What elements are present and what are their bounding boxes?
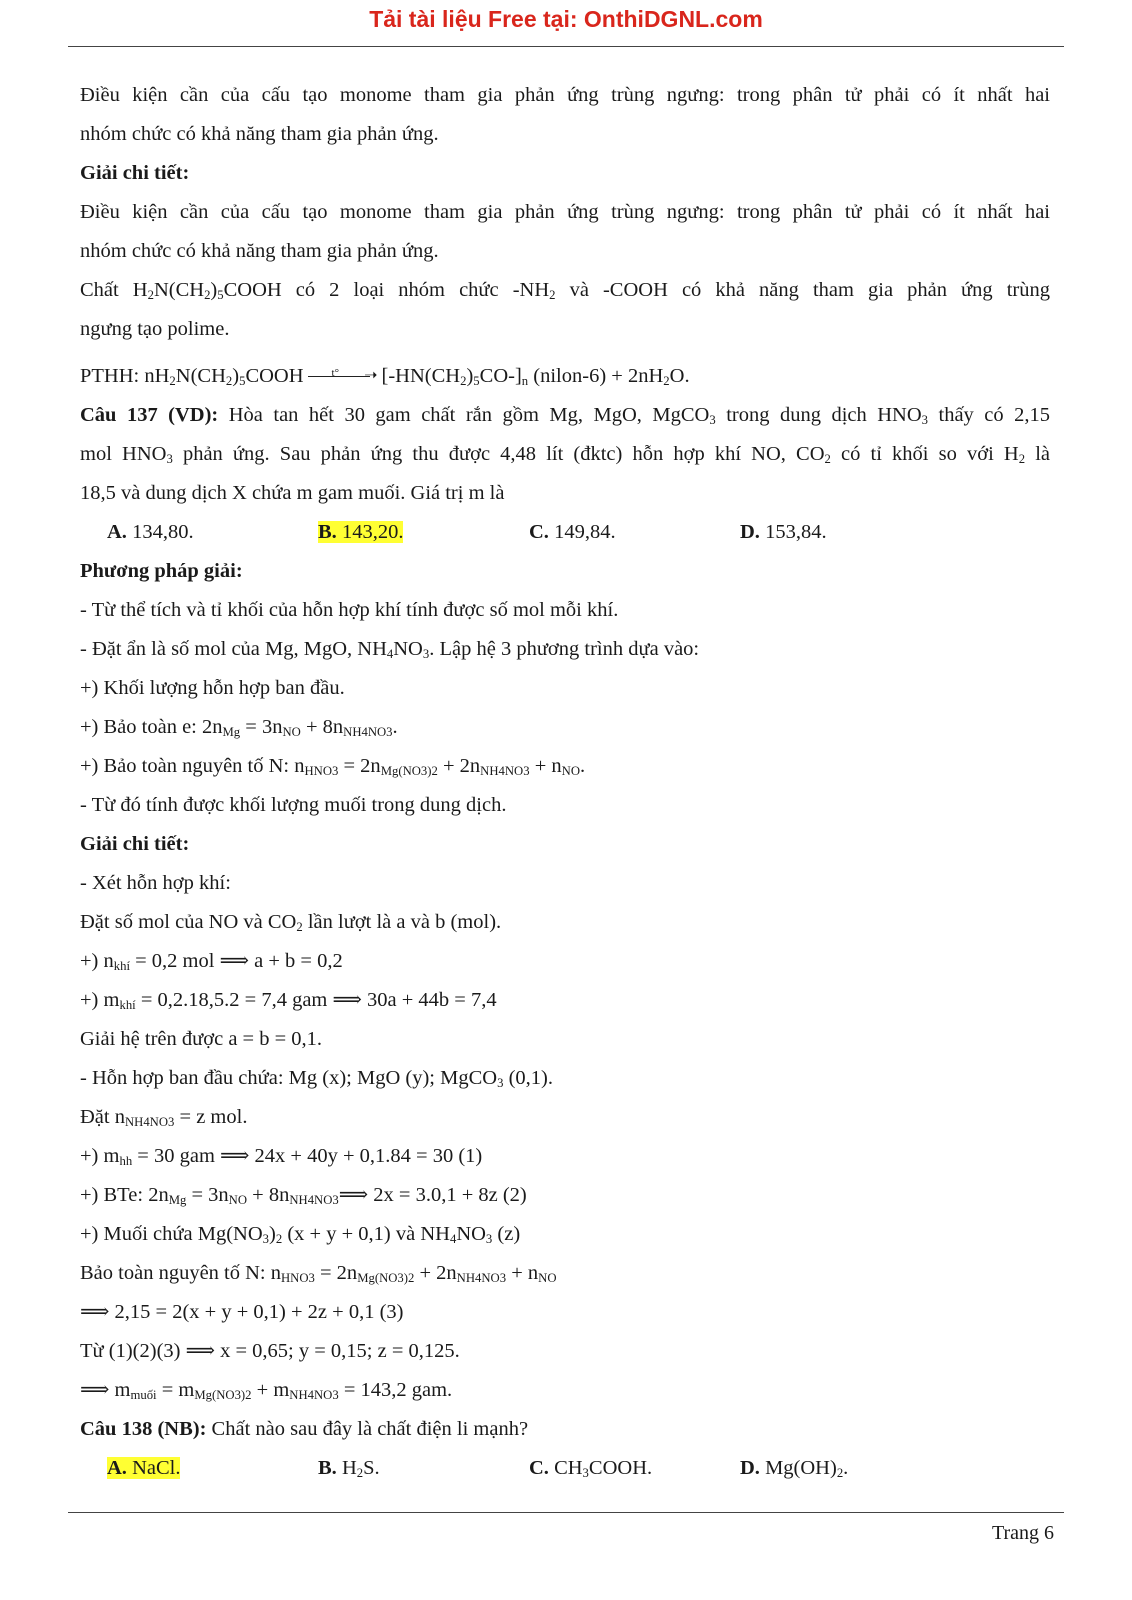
- paragraph-line: +) $n_{khí} = 0,2$ mol ⟹ a + b = 0,2: [80, 950, 343, 974]
- site-header: Tải tài liệu Free tại: OnthiDGNL.com: [369, 6, 763, 32]
- option-c[interactable]: C. $CH_3COOH$.: [529, 1457, 653, 1481]
- paragraph-line: ngưng tạo polime.: [80, 318, 230, 340]
- option-a[interactable]: [80, 1449, 318, 1488]
- paragraph-line: Đặt số mol của NO và $CO_2$ lần lượt là a và b (mol).: [80, 911, 502, 935]
- option-c[interactable]: C. 149,84.: [529, 521, 616, 543]
- answer-options-137: [80, 513, 1050, 552]
- paragraph-line: +) Bảo toàn nguyên tố N: $n_{HNO3} = 2n_{Mg(NO3)2} + 2n_{NH4NO3} + n_{NO}$.: [80, 755, 586, 779]
- footer-divider: [68, 1512, 1064, 1513]
- option-a[interactable]: A. 134,80.: [107, 521, 194, 543]
- paragraph-line: - Từ đó tính được khối lượng muối trong dung dịch.: [80, 794, 507, 816]
- option-d[interactable]: D. 153,84.: [740, 521, 827, 543]
- question-138: Câu 138 (NB): Chất nào sau đây là chất điện li mạnh?: [80, 1418, 529, 1440]
- paragraph-line: +) Muối chứa $Mg(NO_3)_2$ (x + y + 0,1) và $NH_4NO_3$ (z): [80, 1223, 521, 1247]
- correct-answer-highlight: A. NaCl.: [107, 1457, 181, 1479]
- section-heading: Phương pháp giải:: [80, 560, 243, 582]
- question-137: Câu 137 (VD): Hòa tan hết 30 gam chất rắn gồm Mg, MgO, MgCO$_3$ trong dung dịch $HNO_3$ thấy có 2,15: [80, 404, 1050, 428]
- document-body: [80, 76, 1050, 1488]
- paragraph-line: Từ (1)(2)(3) ⟹ x = 0,65; y = 0,15; z = 0,125.: [80, 1340, 460, 1362]
- paragraph-line: nhóm chức có khả năng tham gia phản ứng.: [80, 240, 439, 262]
- paragraph-line: +) $m_{hh} = 30$ gam ⟹ 24x + 40y + 0,1.84 = 30 (1): [80, 1145, 483, 1169]
- reaction-arrow-icon: t° ➝: [308, 364, 378, 384]
- paragraph-line: Bảo toàn nguyên tố N: $n_{HNO3} = 2n_{Mg(NO3)2} + 2n_{NH4NO3} + n_{NO}$: [80, 1262, 557, 1286]
- paragraph-line: +) Khối lượng hỗn hợp ban đầu.: [80, 677, 345, 699]
- paragraph-line: +) $m_{khí} = 0,2.18,5.2 = 7,4$ gam ⟹ 30a + 44b = 7,4: [80, 989, 497, 1013]
- paragraph-line: Giải hệ trên được a = b = 0,1.: [80, 1028, 323, 1050]
- page-number: Trang 6: [991, 1522, 1054, 1544]
- paragraph-line: Điều kiện cần của cấu tạo monome tham gia phản ứng trùng ngưng: trong phân tử phải có ít nhất hai: [80, 201, 1050, 223]
- paragraph-line: mol $HNO_3$ phản ứng. Sau phản ứng thu được 4,48 lít (đktc) hỗn hợp khí NO, $CO_2$ có tỉ khối so với $H_2$ là: [80, 443, 1050, 467]
- option-b[interactable]: B. $H_2S$.: [318, 1457, 380, 1481]
- paragraph-line: - Đặt ẩn là số mol của Mg, MgO, $NH_4NO_3$. Lập hệ 3 phương trình dựa vào:: [80, 638, 700, 662]
- paragraph-line: - Hỗn hợp ban đầu chứa: Mg (x); MgO (y); MgCO$_3$ (0,1).: [80, 1067, 553, 1091]
- paragraph-line: Đặt $n_{NH4NO3} = z$ mol.: [80, 1106, 248, 1130]
- paragraph-line: Chất $H_2N(CH_2)_5COOH$ có 2 loại nhóm chức $-NH_2$ và -COOH có khả năng tham gia phản ứng trùng: [80, 279, 1050, 303]
- paragraph-line: 18,5 và dung dịch X chứa m gam muối. Giá trị m là: [80, 482, 505, 504]
- paragraph-line: +) BTe: $2n_{Mg} = 3n_{NO}$ + $8n_{NH4NO3}⟹$ 2x = 3.0,1 + 8z (2): [80, 1184, 527, 1208]
- paragraph-line: - Xét hỗn hợp khí:: [80, 872, 231, 894]
- option-d[interactable]: D. $Mg(OH)_2$.: [740, 1457, 849, 1481]
- section-heading: Giải chi tiết:: [80, 162, 190, 184]
- equation-line: PTHH: $nH_2N(CH_2)_5COOH$ t° ➝ $[-HN(CH_2)_5CO-]_n$ (nilon-6) + $2nH_2O$.: [80, 365, 690, 389]
- paragraph-line: Điều kiện cần của cấu tạo monome tham gia phản ứng trùng ngưng: trong phân tử phải có ít nhất hai: [80, 84, 1050, 106]
- header-divider: [68, 46, 1064, 47]
- section-heading: Giải chi tiết:: [80, 833, 190, 855]
- option-b[interactable]: [318, 513, 529, 552]
- paragraph-line: ⟹ $m_{muối} = m_{Mg(NO3)2} + m_{NH4NO3} = 143,2$ gam.: [80, 1379, 453, 1403]
- paragraph-line: nhóm chức có khả năng tham gia phản ứng.: [80, 123, 439, 145]
- paragraph-line: ⟹ 2,15 = 2(x + y + 0,1) + 2z + 0,1 (3): [80, 1301, 404, 1323]
- paragraph-line: +) Bảo toàn e: $2n_{Mg} = 3n_{NO} + 8n_{NH4NO3}$.: [80, 716, 398, 740]
- answer-options-138: [80, 1449, 1050, 1488]
- correct-answer-highlight: B. 143,20.: [318, 521, 404, 543]
- paragraph-line: - Từ thể tích và tỉ khối của hỗn hợp khí tính được số mol mỗi khí.: [80, 599, 619, 621]
